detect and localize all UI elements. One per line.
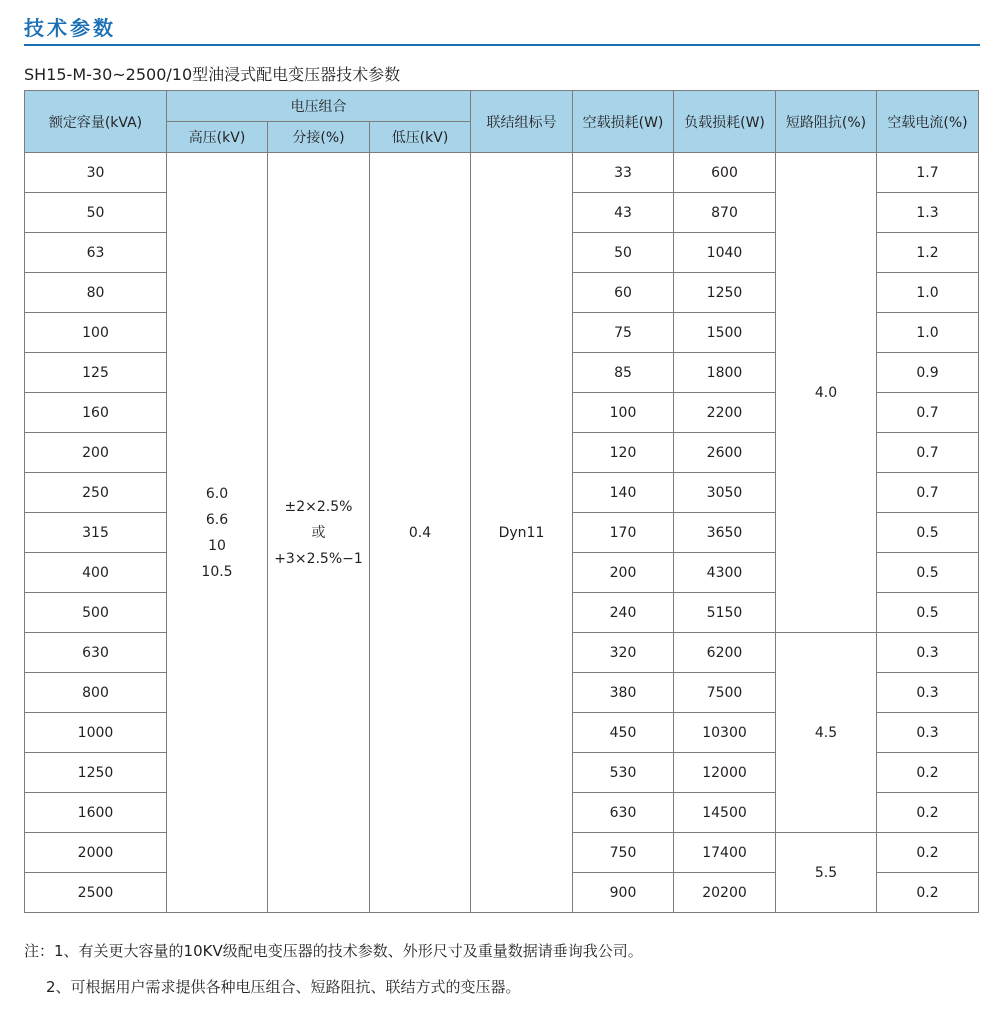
cell-no-load-current: 0.7 xyxy=(877,393,979,433)
cell-no-load-current: 0.7 xyxy=(877,433,979,473)
cell-no-load-current: 0.9 xyxy=(877,353,979,393)
title-divider xyxy=(24,44,980,46)
cell-no-load-current: 1.3 xyxy=(877,193,979,233)
cell-no-load-loss: 450 xyxy=(573,713,674,753)
header-connection: 联结组标号 xyxy=(471,91,573,153)
cell-load-loss: 20200 xyxy=(674,873,776,913)
cell-no-load-current: 0.2 xyxy=(877,753,979,793)
cell-capacity: 125 xyxy=(25,353,167,393)
cell-load-loss: 1500 xyxy=(674,313,776,353)
cell-no-load-loss: 240 xyxy=(573,593,674,633)
header-tap: 分接(%) xyxy=(268,122,370,153)
cell-capacity: 500 xyxy=(25,593,167,633)
header-no-load-loss: 空载损耗(W) xyxy=(573,91,674,153)
cell-load-loss: 7500 xyxy=(674,673,776,713)
high-voltage-value: 6.0 xyxy=(205,485,229,502)
cell-no-load-current: 0.2 xyxy=(877,833,979,873)
cell-no-load-loss: 33 xyxy=(573,153,674,193)
table-title: SH15-M-30~2500/10型油浸式配电变压器技术参数 xyxy=(24,65,401,84)
cell-load-loss: 870 xyxy=(674,193,776,233)
spec-table xyxy=(24,90,979,913)
header-voltage-group: 电压组合 xyxy=(167,91,471,122)
tap-value: ±2×2.5% xyxy=(284,498,353,515)
cell-capacity: 30 xyxy=(25,153,167,193)
cell-no-load-loss: 50 xyxy=(573,233,674,273)
cell-load-loss: 1250 xyxy=(674,273,776,313)
table-body xyxy=(25,153,979,913)
cell-low-voltage: 0.4 xyxy=(370,153,471,913)
cell-no-load-loss: 750 xyxy=(573,833,674,873)
header-high-voltage: 高压(kV) xyxy=(167,122,268,153)
cell-connection: Dyn11 xyxy=(471,153,573,913)
cell-impedance: 4.0 xyxy=(776,153,877,633)
header-load-loss: 负载损耗(W) xyxy=(674,91,776,153)
cell-no-load-loss: 100 xyxy=(573,393,674,433)
high-voltage-value: 10.5 xyxy=(201,563,233,580)
cell-impedance: 4.5 xyxy=(776,633,877,833)
cell-no-load-current: 0.3 xyxy=(877,633,979,673)
cell-no-load-current: 1.7 xyxy=(877,153,979,193)
table-row xyxy=(25,153,979,193)
cell-capacity: 2000 xyxy=(25,833,167,873)
cell-impedance: 5.5 xyxy=(776,833,877,913)
cell-capacity: 80 xyxy=(25,273,167,313)
footnote-2: 2、可根据用户需求提供各种电压组合、短路阻抗、联结方式的变压器。 xyxy=(46,978,521,996)
cell-no-load-current: 0.5 xyxy=(877,513,979,553)
cell-capacity: 50 xyxy=(25,193,167,233)
cell-no-load-loss: 170 xyxy=(573,513,674,553)
tap-value: 或 xyxy=(311,524,326,541)
section-title: 技术参数 xyxy=(24,16,116,40)
tap-value: +3×2.5%−1 xyxy=(274,550,363,567)
cell-high-voltage xyxy=(167,153,268,913)
cell-no-load-current: 1.2 xyxy=(877,233,979,273)
cell-capacity: 100 xyxy=(25,313,167,353)
cell-no-load-loss: 200 xyxy=(573,553,674,593)
cell-capacity: 630 xyxy=(25,633,167,673)
header-capacity: 额定容量(kVA) xyxy=(25,91,167,153)
cell-capacity: 200 xyxy=(25,433,167,473)
cell-no-load-current: 0.3 xyxy=(877,673,979,713)
high-voltage-value: 10 xyxy=(208,537,226,554)
cell-load-loss: 14500 xyxy=(674,793,776,833)
cell-load-loss: 1040 xyxy=(674,233,776,273)
cell-no-load-loss: 75 xyxy=(573,313,674,353)
high-voltage-value: 6.6 xyxy=(205,511,229,528)
header-impedance: 短路阻抗(%) xyxy=(776,91,877,153)
cell-capacity: 2500 xyxy=(25,873,167,913)
header-no-load-current: 空载电流(%) xyxy=(877,91,979,153)
cell-capacity: 160 xyxy=(25,393,167,433)
cell-no-load-current: 0.2 xyxy=(877,793,979,833)
cell-no-load-loss: 530 xyxy=(573,753,674,793)
cell-load-loss: 600 xyxy=(674,153,776,193)
cell-no-load-current: 1.0 xyxy=(877,273,979,313)
cell-no-load-loss: 43 xyxy=(573,193,674,233)
cell-no-load-loss: 140 xyxy=(573,473,674,513)
cell-load-loss: 12000 xyxy=(674,753,776,793)
cell-load-loss: 17400 xyxy=(674,833,776,873)
cell-capacity: 315 xyxy=(25,513,167,553)
cell-capacity: 1600 xyxy=(25,793,167,833)
cell-no-load-loss: 60 xyxy=(573,273,674,313)
cell-no-load-current: 0.5 xyxy=(877,593,979,633)
cell-no-load-loss: 630 xyxy=(573,793,674,833)
cell-no-load-current: 1.0 xyxy=(877,313,979,353)
cell-capacity: 1000 xyxy=(25,713,167,753)
cell-capacity: 400 xyxy=(25,553,167,593)
cell-no-load-current: 0.7 xyxy=(877,473,979,513)
header-low-voltage: 低压(kV) xyxy=(370,122,471,153)
cell-no-load-loss: 85 xyxy=(573,353,674,393)
footnote-1: 注：1、有关更大容量的10KV级配电变压器的技术参数、外形尺寸及重量数据请垂询我公司。 xyxy=(24,942,643,960)
cell-load-loss: 5150 xyxy=(674,593,776,633)
cell-load-loss: 3050 xyxy=(674,473,776,513)
cell-no-load-loss: 900 xyxy=(573,873,674,913)
cell-capacity: 63 xyxy=(25,233,167,273)
cell-load-loss: 2200 xyxy=(674,393,776,433)
cell-load-loss: 6200 xyxy=(674,633,776,673)
cell-load-loss: 4300 xyxy=(674,553,776,593)
cell-no-load-current: 0.5 xyxy=(877,553,979,593)
cell-no-load-loss: 120 xyxy=(573,433,674,473)
cell-no-load-loss: 320 xyxy=(573,633,674,673)
cell-capacity: 250 xyxy=(25,473,167,513)
cell-capacity: 1250 xyxy=(25,753,167,793)
cell-no-load-current: 0.3 xyxy=(877,713,979,753)
cell-capacity: 800 xyxy=(25,673,167,713)
cell-tap xyxy=(268,153,370,913)
cell-no-load-loss: 380 xyxy=(573,673,674,713)
cell-no-load-current: 0.2 xyxy=(877,873,979,913)
cell-load-loss: 1800 xyxy=(674,353,776,393)
cell-load-loss: 10300 xyxy=(674,713,776,753)
cell-load-loss: 3650 xyxy=(674,513,776,553)
cell-load-loss: 2600 xyxy=(674,433,776,473)
